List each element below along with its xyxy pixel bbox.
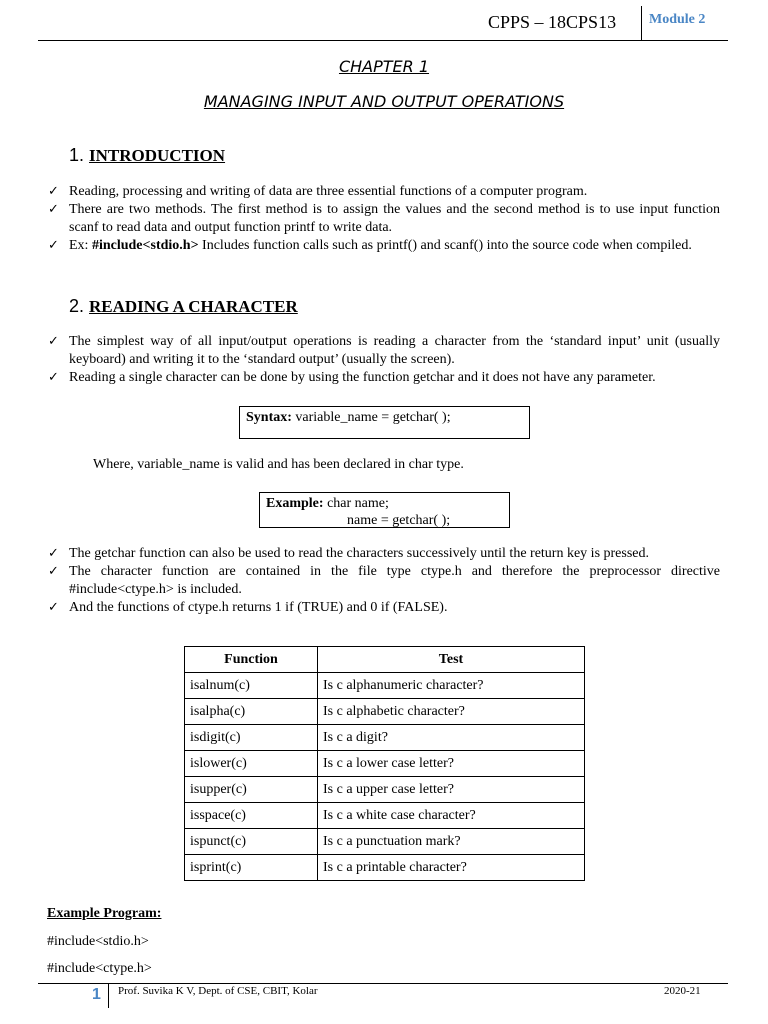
test-cell: Is c a white case character? (318, 803, 585, 829)
test-cell: Is c a punctuation mark? (318, 829, 585, 855)
section-number: 2. (69, 296, 85, 316)
checkmark-icon: ✓ (48, 564, 59, 579)
test-cell: Is c alphabetic character? (318, 699, 585, 725)
table-header-row (185, 647, 585, 673)
function-cell: isspace(c) (185, 803, 318, 829)
list-item: ✓ The character function are contained in the file type ctype.h and therefore the preprocessor directive #include<ctype.h> is included. (48, 564, 720, 597)
chapter-number: CHAPTER 1 (338, 57, 430, 76)
checkmark-icon: ✓ (48, 370, 59, 385)
getchar-notes-list (48, 545, 720, 617)
list-item: ✓ Reading a single character can be done by using the function getchar and it does not have any parameter. (48, 370, 656, 385)
table-row (185, 699, 585, 725)
table-row (185, 855, 585, 881)
test-cell: Is c a printable character? (318, 855, 585, 881)
list-item: ✓ The getchar function can also be used to read the characters successively until the return key is pressed. (48, 546, 650, 561)
section-heading-reading-character (69, 296, 298, 317)
section-number: 1. (69, 145, 85, 165)
checkmark-icon: ✓ (48, 202, 59, 217)
function-cell: isdigit(c) (185, 725, 318, 751)
list-item: ✓ The simplest way of all input/output operations is reading a character from the ‘standard input’ unit (usually keyboard) and writing it to the ‘standard output’ (usually the screen). (48, 334, 720, 367)
function-cell: isprint(c) (185, 855, 318, 881)
syntax-label: Syntax: (246, 410, 292, 425)
column-header-test: Test (318, 647, 585, 673)
function-cell: isalpha(c) (185, 699, 318, 725)
table-row (185, 777, 585, 803)
checkmark-icon: ✓ (48, 184, 59, 199)
function-cell: islower(c) (185, 751, 318, 777)
section-title: INTRODUCTION (89, 146, 226, 165)
header-rule (38, 40, 728, 41)
list-item: ✓ And the functions of ctype.h returns 1 if (TRUE) and 0 if (FALSE). (48, 600, 448, 615)
example-line-2: name = getchar( ); (347, 513, 451, 528)
test-cell: Is c a digit? (318, 725, 585, 751)
footer-rule (38, 983, 728, 984)
module-label: Module 2 (649, 12, 706, 27)
chapter-title: MANAGING INPUT AND OUTPUT OPERATIONS (203, 92, 565, 111)
reading-character-list (48, 333, 720, 387)
introduction-list (48, 183, 720, 255)
function-cell: ispunct(c) (185, 829, 318, 855)
page-number: 1 (92, 986, 101, 1003)
list-item: ✓ Reading, processing and writing of data are three essential functions of a computer program. (48, 184, 588, 199)
header-title: CPPS – 18CPS13 (488, 12, 617, 32)
section-title: READING A CHARACTER (89, 297, 298, 316)
example-box (259, 492, 510, 528)
function-cell: isalnum(c) (185, 673, 318, 699)
function-cell: isupper(c) (185, 777, 318, 803)
table-row (185, 803, 585, 829)
list-item: ✓ Ex: #include<stdio.h> Includes function calls such as printf() and scanf() into the source code when compiled. (48, 238, 692, 253)
syntax-text: variable_name = getchar( ); (291, 410, 451, 425)
table-row (185, 829, 585, 855)
header-divider (641, 6, 642, 40)
code-line: #include<stdio.h> (47, 934, 149, 949)
footer-year: 2020-21 (664, 985, 701, 997)
example-program-heading: Example Program: (47, 906, 162, 921)
table-row (185, 751, 585, 777)
table-row (185, 673, 585, 699)
checkmark-icon: ✓ (48, 238, 59, 253)
checkmark-icon: ✓ (48, 546, 59, 561)
checkmark-icon: ✓ (48, 600, 59, 615)
test-cell: Is c alphanumeric character? (318, 673, 585, 699)
code-line: #include<ctype.h> (47, 961, 152, 976)
table-row (185, 725, 585, 751)
footer-author: Prof. Suvika K V, Dept. of CSE, CBIT, Kolar (118, 985, 318, 997)
list-item: ✓ There are two methods. The first method is to assign the values and the second method is to use input function scanf to read data and output function printf to write data. (48, 202, 720, 235)
section-heading-introduction (69, 145, 225, 166)
ctype-functions-table (184, 646, 585, 881)
example-label: Example: (266, 496, 324, 511)
where-note: Where, variable_name is valid and has been declared in char type. (93, 457, 464, 472)
test-cell: Is c a upper case letter? (318, 777, 585, 803)
syntax-box (239, 406, 530, 439)
test-cell: Is c a lower case letter? (318, 751, 585, 777)
checkmark-icon: ✓ (48, 334, 59, 349)
example-line-1: char name; (323, 496, 389, 511)
footer-divider (108, 984, 109, 1008)
column-header-function: Function (185, 647, 318, 673)
include-code: #include<stdio.h> (91, 238, 199, 253)
